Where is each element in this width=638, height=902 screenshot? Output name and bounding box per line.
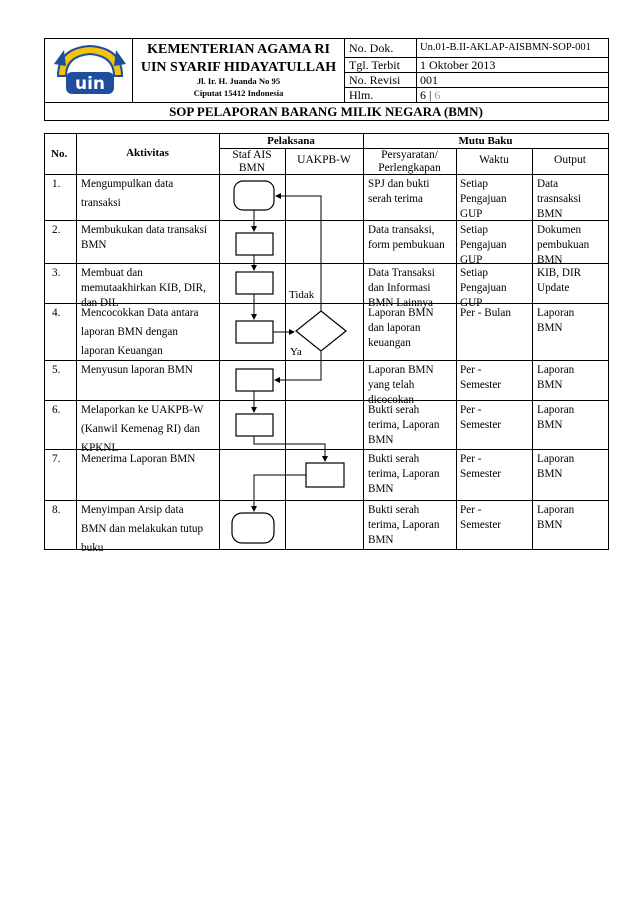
meta-label-date: Tgl. Terbit — [349, 58, 400, 72]
cell-time: Per - — [460, 364, 482, 376]
cell-activity: memutaakhirkan KIB, DIR, — [81, 282, 206, 294]
cell-output: trasnsaksi — [537, 193, 582, 205]
sop-title: SOP PELAPORAN BARANG MILIK NEGARA (BMN) — [169, 104, 483, 119]
cell-time: Pengajuan — [460, 239, 507, 251]
cell-activity: Membukukan data transaksi — [81, 224, 208, 236]
cell-time: Pengajuan — [460, 282, 507, 294]
cell-activity: (Kanwil Kemenag RI) dan — [81, 423, 200, 435]
cell-activity: Membuat dan — [81, 267, 143, 279]
uin-logo — [52, 42, 128, 98]
cell-activity: Menyusun laporan BMN — [81, 364, 193, 376]
cell-req: BMN — [368, 534, 394, 546]
cell-output: BMN — [537, 419, 563, 431]
cell-activity: KPKNL — [81, 442, 119, 454]
cell-activity: Melaporkan ke UAKPB-W — [81, 404, 204, 416]
cell-req: yang telah — [368, 379, 415, 391]
cell-time: GUP — [460, 297, 483, 309]
cell-activity: laporan Keuangan — [81, 345, 163, 357]
cell-time: Per - — [460, 404, 482, 416]
cell-req: BMN — [368, 434, 394, 446]
cell-no: 3. — [52, 267, 61, 279]
org-line-2: UIN SYARIF HIDAYATULLAH — [140, 60, 337, 75]
cell-output: Data — [537, 178, 559, 190]
flow-process-box-7 — [306, 463, 344, 487]
cell-activity: buku — [81, 542, 104, 554]
cell-req: form pembukuan — [368, 239, 445, 251]
cell-activity: BMN — [81, 239, 107, 251]
cell-activity: Mencocokkan Data antara — [81, 307, 199, 319]
page-current: 6 | — [420, 88, 435, 102]
cell-time: Semester — [460, 419, 502, 431]
cell-activity: BMN dan melakukan tutup — [81, 523, 204, 535]
cell-req: Bukti serah — [368, 504, 420, 516]
cell-req: terima, Laporan — [368, 419, 440, 431]
cell-output: Laporan — [537, 364, 575, 376]
cell-req: Data transaksi, — [368, 224, 435, 236]
meta-value-doc: Un.01-B.II-AKLAP-AISBMN-SOP-001 — [420, 42, 591, 53]
cell-req: terima, Laporan — [368, 468, 440, 480]
cell-output: BMN — [537, 322, 563, 334]
cell-req: Bukti serah — [368, 453, 420, 465]
cell-time: Setiap — [460, 267, 488, 279]
cell-req: dan Informasi — [368, 282, 431, 294]
flow-process-box-6 — [236, 414, 273, 436]
cell-req: Laporan BMN — [368, 307, 434, 319]
cell-time: Semester — [460, 468, 502, 480]
meta-value-page — [420, 88, 440, 103]
cell-activity: dan DIL — [81, 297, 119, 309]
cell-no: 8. — [52, 504, 61, 516]
col-activity: Aktivitas — [126, 147, 169, 159]
cell-time: Setiap — [460, 178, 488, 190]
cell-time: Semester — [460, 379, 502, 391]
col-persyaratan-2: Perlengkapan — [378, 162, 441, 174]
col-group-pelaksana: Pelaksana — [267, 135, 315, 147]
cell-no: 6. — [52, 404, 61, 416]
flow-process-box-3 — [236, 272, 273, 294]
col-staf-2: BMN — [238, 162, 266, 174]
col-output: Output — [554, 154, 586, 166]
cell-time: GUP — [460, 254, 483, 266]
meta-label-doc: No. Dok. — [349, 41, 394, 55]
flow-process-box-4 — [236, 321, 273, 343]
cell-output: Laporan — [537, 307, 575, 319]
cell-output: KIB, DIR — [537, 267, 582, 279]
cell-output: Laporan — [537, 404, 575, 416]
cell-output: Laporan — [537, 453, 575, 465]
cell-no: 4. — [52, 307, 61, 319]
flow-process-box-5 — [236, 369, 273, 391]
cell-req: Laporan BMN — [368, 364, 434, 376]
cell-time: Semester — [460, 519, 502, 531]
col-waktu: Waktu — [479, 154, 509, 166]
cell-output: BMN — [537, 379, 563, 391]
col-persyaratan-1: Persyaratan/ — [381, 149, 438, 161]
meta-value-revision: 001 — [420, 73, 438, 87]
cell-req: serah terima — [368, 193, 423, 205]
cell-time: GUP — [460, 208, 483, 220]
flow-end-terminator — [232, 513, 274, 543]
cell-activity: Mengumpulkan data — [81, 178, 174, 190]
cell-req: keuangan — [368, 337, 411, 349]
cell-req: dicocokan — [368, 394, 414, 406]
col-no: No. — [51, 148, 68, 160]
cell-output: Dokumen — [537, 224, 582, 236]
address-line-2: Ciputat 15412 Indonesia — [193, 88, 284, 98]
cell-activity: laporan BMN dengan — [81, 326, 178, 338]
cell-output: Laporan — [537, 504, 575, 516]
cell-req: dan laporan — [368, 322, 421, 334]
flow-label-yes: Ya — [290, 346, 302, 358]
address-line-1: Jl. Ir. H. Juanda No 95 — [196, 76, 281, 86]
cell-req: Data Transaksi — [368, 267, 435, 279]
cell-output: BMN — [537, 519, 563, 531]
cell-no: 5. — [52, 364, 61, 376]
cell-no: 1. — [52, 178, 61, 190]
cell-no: 2. — [52, 224, 61, 236]
cell-output: BMN — [537, 254, 563, 266]
cell-req: Bukti serah — [368, 404, 420, 416]
col-staf-1: Staf AIS — [232, 149, 272, 161]
cell-time: Per - — [460, 504, 482, 516]
logo-text: uin — [74, 74, 106, 94]
org-line-1: KEMENTERIAN AGAMA RI — [147, 42, 330, 57]
cell-time: Per - Bulan — [460, 307, 511, 319]
page-total: 6 — [434, 88, 441, 102]
cell-activity: Menyimpan Arsip data — [81, 504, 184, 516]
cell-output: BMN — [537, 208, 563, 220]
flow-decision-diamond — [296, 311, 346, 351]
meta-label-revision: No. Revisi — [349, 73, 401, 87]
cell-output: Update — [537, 282, 570, 294]
flow-process-box-2 — [236, 233, 273, 255]
cell-req: terima, Laporan — [368, 519, 440, 531]
cell-output: BMN — [537, 468, 563, 480]
flow-start-terminator — [234, 181, 274, 210]
cell-activity: Menerima Laporan BMN — [81, 453, 196, 465]
col-group-mutu: Mutu Baku — [458, 135, 513, 147]
meta-label-page: Hlm. — [349, 88, 374, 102]
col-uakpb: UAKPB-W — [297, 154, 351, 166]
flowchart — [232, 181, 346, 543]
cell-req: BMN — [368, 483, 394, 495]
cell-time: Per - — [460, 453, 482, 465]
cell-no: 7. — [52, 453, 61, 465]
cell-req: SPJ dan bukti — [368, 178, 430, 190]
cell-time: Pengajuan — [460, 193, 507, 205]
cell-req: BMN Lainnya — [368, 297, 433, 309]
meta-value-date: 1 Oktober 2013 — [420, 58, 496, 72]
cell-time: Setiap — [460, 224, 488, 236]
flow-label-no: Tidak — [289, 289, 315, 301]
cell-output: pembukuan — [537, 239, 590, 251]
cell-activity: transaksi — [81, 197, 121, 209]
